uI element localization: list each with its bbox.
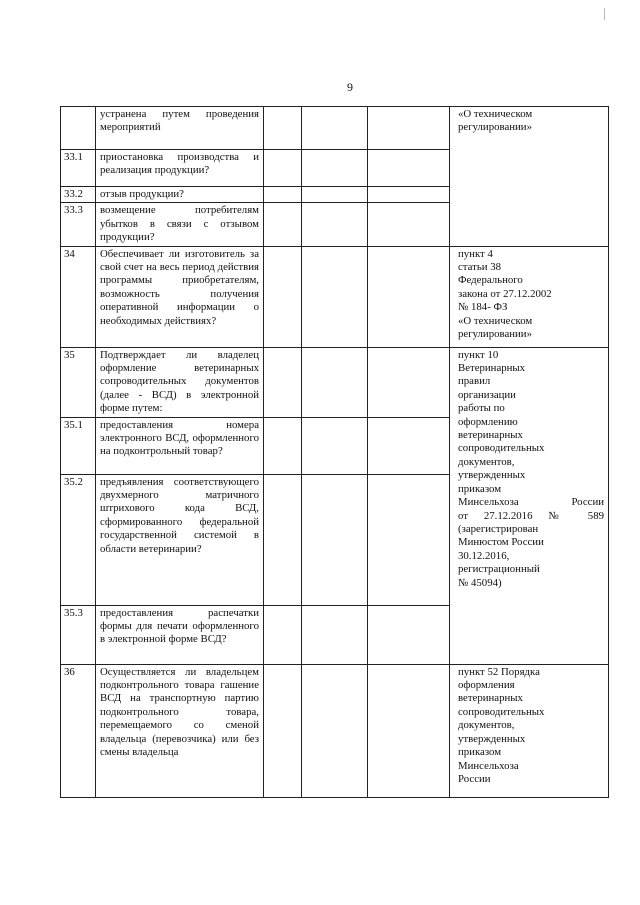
legal-reference: «О техническом регулировании» (450, 107, 609, 247)
page-number: 9 (347, 80, 353, 94)
question-text: предъявления соответствующего двухмерного матричного штрихового кода ВСД, сформированного федеральной государственной системой в области ветеринарии? (96, 474, 264, 605)
question-text: устранена путем проведения мероприятий (96, 107, 264, 150)
question-text: Подтверждает ли владелец оформление ветеринарных сопроводительных документов (далее - ВСД) в электронной форме путем: (96, 347, 264, 417)
answer-cell (368, 107, 450, 150)
table-row (61, 664, 609, 797)
answer-cell (264, 150, 302, 187)
question-text: предоставления номера электронного ВСД, оформленного на подконтрольный товар? (96, 417, 264, 474)
legal-reference: пункт 10 Ветеринарных правил организации работы по оформлению ветеринарных сопроводительных документов, утвержденных приказом Минсельхоза России от 27.12.2016 № 589 (зарегистрирован Минюстом России 30.12.2016, регистрационный № 45094) (450, 347, 609, 664)
legal-reference: пункт 52 Порядка оформления ветеринарных сопроводительных документов, утвержденных приказом Минсельхоза России (450, 664, 609, 797)
question-text: отзыв продукции? (96, 187, 264, 203)
row-number: 35.2 (61, 474, 96, 605)
answer-cell (368, 347, 450, 417)
answer-cell (264, 664, 302, 797)
row-number: 35 (61, 347, 96, 417)
table-row (61, 107, 609, 150)
answer-cell (302, 246, 368, 347)
question-text: Обеспечивает ли изготовитель за свой счет на весь период действия программы приобретателям, возможность получения оперативной информации о необходимых действиях? (96, 246, 264, 347)
answer-cell (368, 187, 450, 203)
answer-cell (302, 150, 368, 187)
row-number: 36 (61, 664, 96, 797)
answer-cell (302, 417, 368, 474)
answer-cell (302, 187, 368, 203)
row-number: 34 (61, 246, 96, 347)
answer-cell (368, 605, 450, 664)
answer-cell (368, 664, 450, 797)
answer-cell (302, 664, 368, 797)
row-number: 33.2 (61, 187, 96, 203)
answer-cell (264, 347, 302, 417)
question-text: Осуществляется ли владельцем подконтрольного товара гашение ВСД на транспортную партию подконтрольного товара, перемещаемого со сменой владельца (перевозчика) или без смены владельца (96, 664, 264, 797)
answer-cell (264, 246, 302, 347)
answer-cell (264, 107, 302, 150)
answer-cell (264, 605, 302, 664)
inspection-checklist-table (60, 106, 609, 798)
row-number: 33.1 (61, 150, 96, 187)
answer-cell (368, 246, 450, 347)
row-number (61, 107, 96, 150)
answer-cell (368, 474, 450, 605)
answer-cell (302, 605, 368, 664)
question-text: приостановка производства и реализация продукции? (96, 150, 264, 187)
answer-cell (368, 150, 450, 187)
answer-cell (264, 203, 302, 246)
question-text: предоставления распечатки формы для печати оформленного в электронной форме ВСД? (96, 605, 264, 664)
table-row (61, 246, 609, 347)
table-row (61, 347, 609, 417)
row-number: 35.3 (61, 605, 96, 664)
legal-reference: пункт 4 статьи 38 Федерального закона от 27.12.2002 № 184- ФЗ «О техническом регулировании» (450, 246, 609, 347)
answer-cell (302, 107, 368, 150)
question-text: возмещение потребителям убытков в связи с отзывом продукции? (96, 203, 264, 246)
answer-cell (264, 474, 302, 605)
answer-cell (368, 417, 450, 474)
answer-cell (302, 347, 368, 417)
row-number: 35.1 (61, 417, 96, 474)
answer-cell (302, 203, 368, 246)
answer-cell (368, 203, 450, 246)
answer-cell (264, 417, 302, 474)
answer-cell (264, 187, 302, 203)
answer-cell (302, 474, 368, 605)
scan-edge-mark (604, 8, 605, 20)
row-number: 33.3 (61, 203, 96, 246)
